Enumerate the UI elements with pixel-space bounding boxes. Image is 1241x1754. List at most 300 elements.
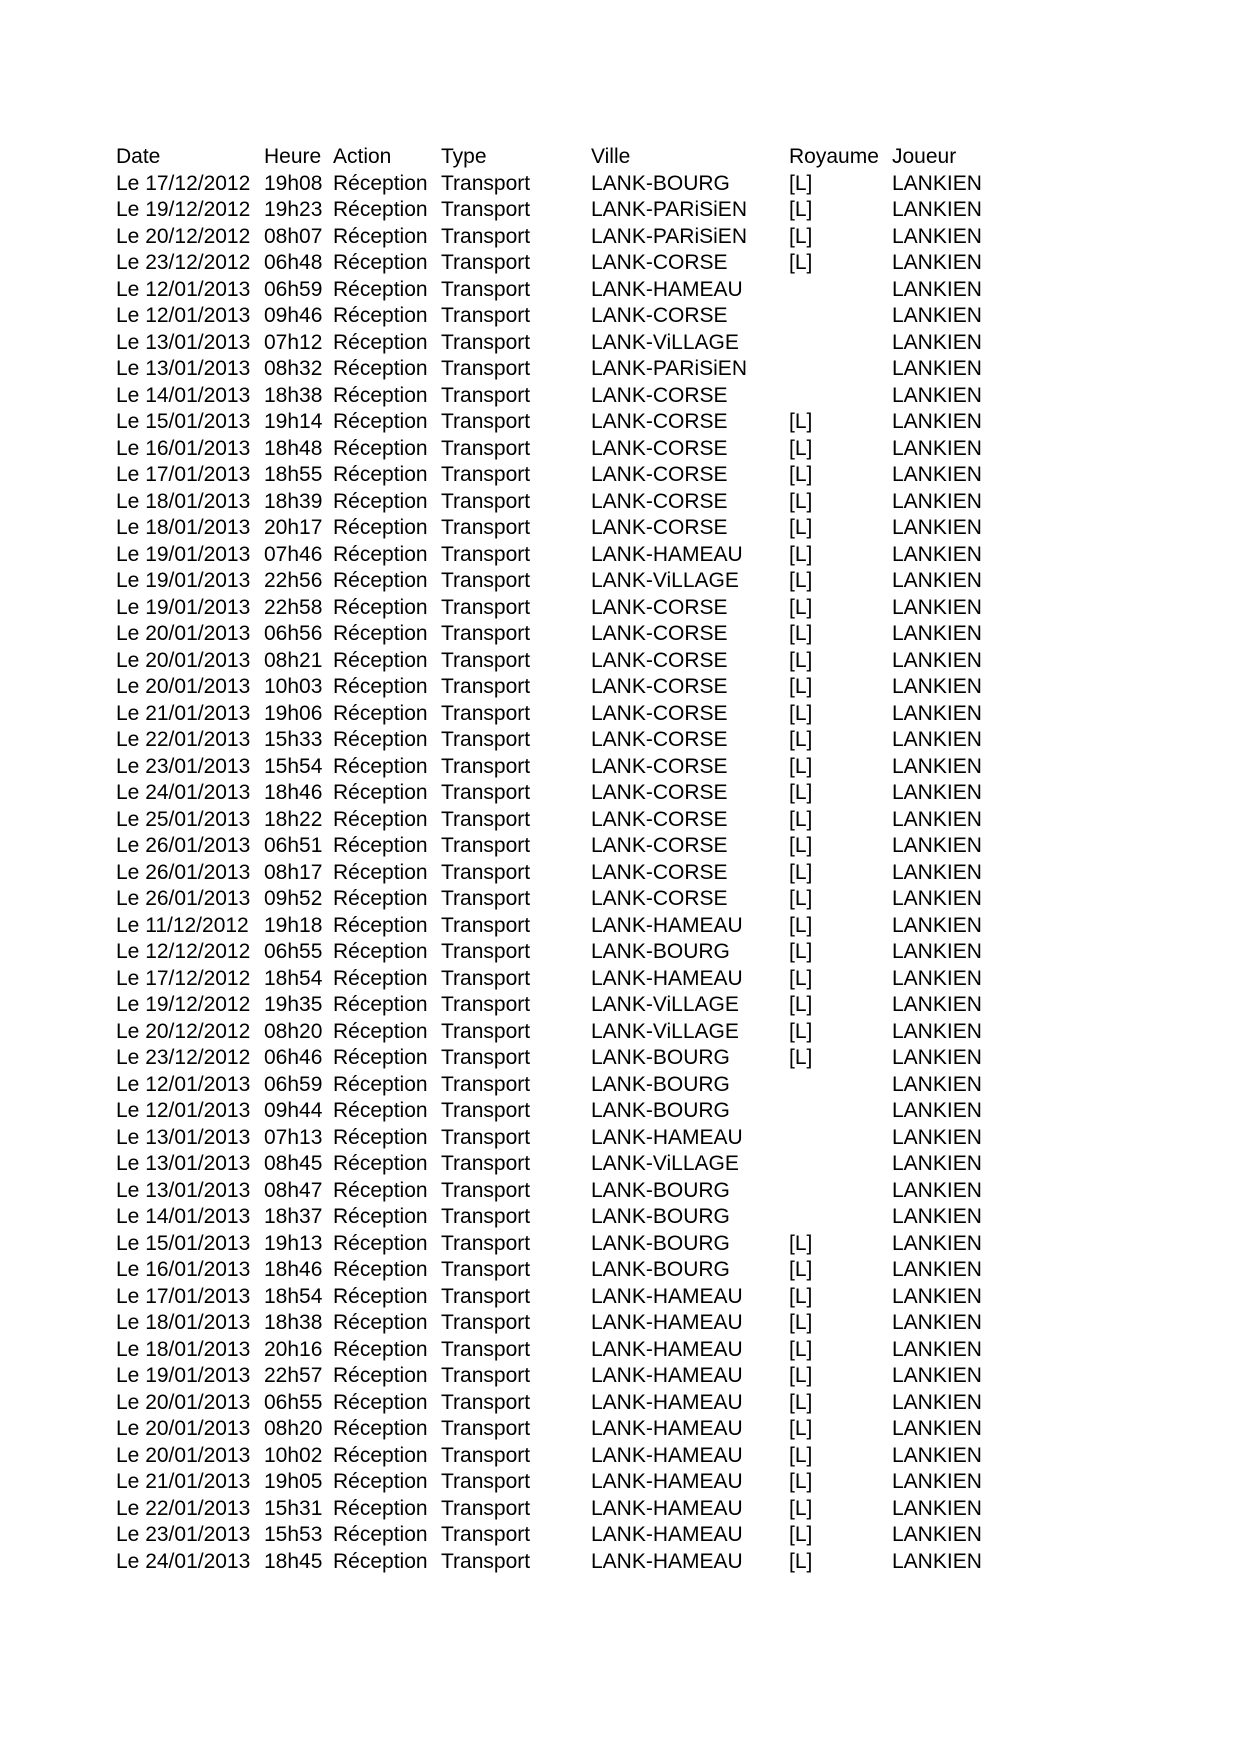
cell-heure: 15h53 bbox=[264, 1523, 323, 1546]
cell-date: Le 12/01/2013 bbox=[116, 277, 251, 301]
table-row bbox=[116, 409, 1002, 436]
cell-heure: 18h45 bbox=[264, 1549, 323, 1573]
cell-ville: LANK-ViLLAGE bbox=[591, 330, 739, 354]
cell-royaume: [L] bbox=[789, 728, 813, 751]
cell-action: Réception bbox=[333, 251, 428, 274]
table-row bbox=[116, 992, 1002, 1019]
cell-ville: LANK-CORSE bbox=[591, 807, 728, 831]
cell-joueur: LANKIEN bbox=[892, 277, 982, 301]
cell-heure: 08h07 bbox=[264, 224, 323, 248]
cell-action: Réception bbox=[333, 171, 428, 195]
cell-joueur: LANKIEN bbox=[892, 1152, 982, 1175]
cell-joueur: LANKIEN bbox=[892, 1284, 982, 1308]
cell-ville: LANK-BOURG bbox=[591, 1258, 730, 1281]
cell-date: Le 12/12/2012 bbox=[116, 940, 251, 963]
cell-action: Réception bbox=[333, 648, 428, 672]
cell-type: Transport bbox=[441, 198, 531, 221]
cell-type: Transport bbox=[441, 595, 531, 619]
cell-type: Transport bbox=[441, 516, 531, 539]
cell-date: Le 13/01/2013 bbox=[116, 1178, 251, 1202]
cell-royaume: [L] bbox=[789, 834, 813, 857]
cell-ville: LANK-BOURG bbox=[591, 940, 730, 963]
table-row bbox=[116, 833, 1002, 860]
cell-joueur: LANKIEN bbox=[892, 542, 982, 566]
cell-action: Réception bbox=[333, 1417, 428, 1440]
cell-date: Le 20/12/2012 bbox=[116, 224, 251, 248]
cell-royaume: [L] bbox=[789, 595, 813, 619]
header-date: Date bbox=[116, 145, 161, 168]
cell-type: Transport bbox=[441, 304, 531, 327]
cell-royaume bbox=[789, 1098, 892, 1125]
cell-date: Le 26/01/2013 bbox=[116, 860, 251, 884]
cell-joueur: LANKIEN bbox=[892, 993, 982, 1016]
cell-type: Transport bbox=[441, 622, 531, 645]
cell-date: Le 12/01/2013 bbox=[116, 1072, 251, 1096]
table-row bbox=[116, 1549, 1002, 1576]
cell-joueur: LANKIEN bbox=[892, 224, 982, 248]
cell-heure: 08h45 bbox=[264, 1152, 323, 1175]
table-row bbox=[116, 754, 1002, 781]
cell-action: Réception bbox=[333, 1443, 428, 1467]
cell-action: Réception bbox=[333, 1284, 428, 1308]
cell-ville: LANK-BOURG bbox=[591, 1099, 730, 1122]
table-row bbox=[116, 568, 1002, 595]
cell-joueur: LANKIEN bbox=[892, 1390, 982, 1414]
cell-heure: 06h59 bbox=[264, 277, 323, 301]
cell-royaume bbox=[789, 1125, 892, 1152]
cell-ville: LANK-CORSE bbox=[591, 516, 728, 539]
cell-heure: 06h55 bbox=[264, 1390, 323, 1414]
cell-type: Transport bbox=[441, 1549, 531, 1573]
cell-date: Le 17/12/2012 bbox=[116, 966, 251, 990]
cell-ville: LANK-CORSE bbox=[591, 622, 728, 645]
cell-joueur: LANKIEN bbox=[892, 357, 982, 380]
cell-heure: 18h38 bbox=[264, 383, 323, 407]
cell-date: Le 15/01/2013 bbox=[116, 1231, 251, 1255]
table-row bbox=[116, 330, 1002, 357]
cell-type: Transport bbox=[441, 1364, 531, 1387]
table-row bbox=[116, 1496, 1002, 1523]
cell-action: Réception bbox=[333, 304, 428, 327]
cell-type: Transport bbox=[441, 781, 531, 804]
cell-heure: 08h20 bbox=[264, 1019, 323, 1043]
cell-heure: 18h37 bbox=[264, 1205, 323, 1228]
cell-action: Réception bbox=[333, 569, 428, 592]
cell-heure: 18h46 bbox=[264, 781, 323, 804]
cell-ville: LANK-PARiSiEN bbox=[591, 224, 747, 248]
cell-joueur: LANKIEN bbox=[892, 807, 982, 831]
table-row bbox=[116, 1443, 1002, 1470]
cell-royaume: [L] bbox=[789, 913, 813, 937]
table-row bbox=[116, 1522, 1002, 1549]
cell-joueur: LANKIEN bbox=[892, 648, 982, 672]
cell-joueur: LANKIEN bbox=[892, 1443, 982, 1467]
cell-type: Transport bbox=[441, 913, 531, 937]
cell-ville: LANK-CORSE bbox=[591, 728, 728, 751]
header-heure: Heure bbox=[264, 145, 322, 168]
cell-joueur: LANKIEN bbox=[892, 330, 982, 354]
cell-action: Réception bbox=[333, 1072, 428, 1096]
cell-joueur: LANKIEN bbox=[892, 1337, 982, 1361]
cell-date: Le 22/01/2013 bbox=[116, 1496, 251, 1520]
cell-royaume: [L] bbox=[789, 860, 813, 884]
cell-royaume: [L] bbox=[789, 1231, 813, 1255]
cell-joueur: LANKIEN bbox=[892, 701, 982, 725]
cell-date: Le 19/12/2012 bbox=[116, 993, 251, 1016]
cell-joueur: LANKIEN bbox=[892, 383, 982, 407]
cell-action: Réception bbox=[333, 1125, 428, 1149]
cell-heure: 18h48 bbox=[264, 436, 323, 460]
cell-date: Le 23/01/2013 bbox=[116, 1523, 251, 1546]
cell-heure: 06h51 bbox=[264, 834, 323, 857]
cell-type: Transport bbox=[441, 1523, 531, 1546]
cell-date: Le 26/01/2013 bbox=[116, 834, 251, 857]
cell-date: Le 12/01/2013 bbox=[116, 1099, 251, 1122]
cell-joueur: LANKIEN bbox=[892, 516, 982, 539]
cell-ville: LANK-CORSE bbox=[591, 887, 728, 910]
cell-date: Le 13/01/2013 bbox=[116, 357, 251, 380]
cell-royaume: [L] bbox=[789, 1364, 813, 1387]
table-row bbox=[116, 1125, 1002, 1152]
cell-heure: 19h23 bbox=[264, 198, 323, 221]
cell-date: Le 20/01/2013 bbox=[116, 1390, 251, 1414]
cell-action: Réception bbox=[333, 701, 428, 725]
cell-type: Transport bbox=[441, 1337, 531, 1361]
cell-royaume: [L] bbox=[789, 1523, 813, 1546]
cell-date: Le 20/01/2013 bbox=[116, 1417, 251, 1440]
cell-ville: LANK-ViLLAGE bbox=[591, 993, 739, 1016]
cell-date: Le 20/01/2013 bbox=[116, 675, 251, 698]
cell-type: Transport bbox=[441, 1284, 531, 1308]
cell-royaume: [L] bbox=[789, 542, 813, 566]
table-row bbox=[116, 1337, 1002, 1364]
cell-action: Réception bbox=[333, 1231, 428, 1255]
cell-ville: LANK-CORSE bbox=[591, 489, 728, 513]
cell-date: Le 11/12/2012 bbox=[116, 913, 249, 937]
cell-type: Transport bbox=[441, 966, 531, 990]
cell-royaume: [L] bbox=[789, 1549, 813, 1573]
cell-joueur: LANKIEN bbox=[892, 595, 982, 619]
cell-ville: LANK-HAMEAU bbox=[591, 1364, 743, 1387]
cell-royaume: [L] bbox=[789, 1258, 813, 1281]
cell-royaume: [L] bbox=[789, 463, 813, 486]
cell-heure: 15h31 bbox=[264, 1496, 323, 1520]
cell-type: Transport bbox=[441, 1417, 531, 1440]
cell-royaume: [L] bbox=[789, 622, 813, 645]
table-row bbox=[116, 807, 1002, 834]
cell-heure: 18h38 bbox=[264, 1311, 323, 1334]
cell-action: Réception bbox=[333, 1205, 428, 1228]
cell-action: Réception bbox=[333, 781, 428, 804]
cell-heure: 20h17 bbox=[264, 516, 323, 539]
cell-date: Le 21/01/2013 bbox=[116, 1470, 251, 1493]
cell-date: Le 18/01/2013 bbox=[116, 489, 251, 513]
cell-heure: 06h46 bbox=[264, 1046, 323, 1069]
cell-date: Le 12/01/2013 bbox=[116, 304, 251, 327]
cell-ville: LANK-HAMEAU bbox=[591, 1523, 743, 1546]
cell-joueur: LANKIEN bbox=[892, 198, 982, 221]
table-row bbox=[116, 1284, 1002, 1311]
table-row bbox=[116, 1469, 1002, 1496]
cell-type: Transport bbox=[441, 357, 531, 380]
cell-date: Le 19/01/2013 bbox=[116, 595, 251, 619]
cell-royaume: [L] bbox=[789, 1417, 813, 1440]
cell-joueur: LANKIEN bbox=[892, 834, 982, 857]
cell-royaume: [L] bbox=[789, 410, 813, 433]
cell-heure: 06h48 bbox=[264, 251, 323, 274]
table-row bbox=[116, 1257, 1002, 1284]
cell-heure: 06h56 bbox=[264, 622, 323, 645]
header-joueur: Joueur bbox=[892, 145, 957, 168]
cell-type: Transport bbox=[441, 224, 531, 248]
cell-joueur: LANKIEN bbox=[892, 1311, 982, 1334]
table-row bbox=[116, 1019, 1002, 1046]
cell-action: Réception bbox=[333, 1337, 428, 1361]
cell-joueur: LANKIEN bbox=[892, 913, 982, 937]
cell-heure: 08h21 bbox=[264, 648, 323, 672]
cell-royaume bbox=[789, 356, 892, 383]
cell-action: Réception bbox=[333, 595, 428, 619]
cell-joueur: LANKIEN bbox=[892, 1364, 982, 1387]
cell-type: Transport bbox=[441, 1496, 531, 1520]
cell-ville: LANK-BOURG bbox=[591, 1178, 730, 1202]
cell-date: Le 18/01/2013 bbox=[116, 1311, 251, 1334]
table-row bbox=[116, 1363, 1002, 1390]
cell-ville: LANK-CORSE bbox=[591, 410, 728, 433]
cell-royaume: [L] bbox=[789, 701, 813, 725]
cell-ville: LANK-HAMEAU bbox=[591, 1125, 743, 1149]
cell-type: Transport bbox=[441, 1072, 531, 1096]
cell-royaume: [L] bbox=[789, 198, 813, 221]
cell-date: Le 23/12/2012 bbox=[116, 1046, 251, 1069]
cell-action: Réception bbox=[333, 966, 428, 990]
cell-action: Réception bbox=[333, 807, 428, 831]
table-body bbox=[116, 171, 1002, 1576]
cell-date: Le 13/01/2013 bbox=[116, 1125, 251, 1149]
cell-heure: 08h17 bbox=[264, 860, 323, 884]
cell-ville: LANK-CORSE bbox=[591, 675, 728, 698]
cell-ville: LANK-HAMEAU bbox=[591, 277, 743, 301]
cell-royaume: [L] bbox=[789, 807, 813, 831]
cell-date: Le 16/01/2013 bbox=[116, 436, 251, 460]
cell-action: Réception bbox=[333, 383, 428, 407]
cell-action: Réception bbox=[333, 1099, 428, 1122]
cell-type: Transport bbox=[441, 410, 531, 433]
cell-date: Le 13/01/2013 bbox=[116, 1152, 251, 1175]
table-row bbox=[116, 595, 1002, 622]
cell-ville: LANK-HAMEAU bbox=[591, 1284, 743, 1308]
table-row bbox=[116, 515, 1002, 542]
cell-type: Transport bbox=[441, 277, 531, 301]
cell-heure: 07h13 bbox=[264, 1125, 323, 1149]
cell-type: Transport bbox=[441, 171, 531, 195]
cell-joueur: LANKIEN bbox=[892, 1417, 982, 1440]
cell-action: Réception bbox=[333, 940, 428, 963]
table-row bbox=[116, 1098, 1002, 1125]
cell-royaume bbox=[789, 1204, 892, 1231]
cell-royaume bbox=[789, 330, 892, 357]
cell-action: Réception bbox=[333, 463, 428, 486]
cell-ville: LANK-CORSE bbox=[591, 701, 728, 725]
cell-ville: LANK-PARiSiEN bbox=[591, 357, 747, 380]
table-row bbox=[116, 1416, 1002, 1443]
cell-heure: 19h35 bbox=[264, 993, 323, 1016]
cell-action: Réception bbox=[333, 834, 428, 857]
cell-joueur: LANKIEN bbox=[892, 1258, 982, 1281]
table-row bbox=[116, 966, 1002, 993]
cell-type: Transport bbox=[441, 940, 531, 963]
table-row bbox=[116, 701, 1002, 728]
cell-heure: 19h14 bbox=[264, 410, 323, 433]
cell-type: Transport bbox=[441, 1046, 531, 1069]
cell-royaume: [L] bbox=[789, 171, 813, 195]
cell-joueur: LANKIEN bbox=[892, 410, 982, 433]
cell-action: Réception bbox=[333, 1152, 428, 1175]
cell-ville: LANK-ViLLAGE bbox=[591, 1019, 739, 1043]
cell-heure: 18h46 bbox=[264, 1258, 323, 1281]
cell-action: Réception bbox=[333, 728, 428, 751]
cell-heure: 18h22 bbox=[264, 807, 323, 831]
cell-joueur: LANKIEN bbox=[892, 1125, 982, 1149]
cell-joueur: LANKIEN bbox=[892, 1072, 982, 1096]
cell-type: Transport bbox=[441, 1152, 531, 1175]
cell-royaume: [L] bbox=[789, 489, 813, 513]
cell-date: Le 22/01/2013 bbox=[116, 728, 251, 751]
header-row bbox=[116, 144, 1002, 171]
cell-royaume: [L] bbox=[789, 251, 813, 274]
table-row bbox=[116, 383, 1002, 410]
cell-joueur: LANKIEN bbox=[892, 569, 982, 592]
cell-heure: 07h46 bbox=[264, 542, 323, 566]
cell-heure: 18h54 bbox=[264, 966, 323, 990]
cell-action: Réception bbox=[333, 436, 428, 460]
cell-joueur: LANKIEN bbox=[892, 489, 982, 513]
cell-ville: LANK-HAMEAU bbox=[591, 1417, 743, 1440]
table-row bbox=[116, 648, 1002, 675]
cell-action: Réception bbox=[333, 887, 428, 910]
cell-ville: LANK-CORSE bbox=[591, 648, 728, 672]
cell-heure: 22h58 bbox=[264, 595, 323, 619]
cell-joueur: LANKIEN bbox=[892, 304, 982, 327]
cell-royaume bbox=[789, 383, 892, 410]
cell-type: Transport bbox=[441, 463, 531, 486]
cell-ville: LANK-CORSE bbox=[591, 781, 728, 804]
spreadsheet-table bbox=[116, 144, 1002, 1575]
header-type: Type bbox=[441, 145, 487, 168]
cell-date: Le 17/12/2012 bbox=[116, 171, 251, 195]
cell-date: Le 25/01/2013 bbox=[116, 807, 251, 831]
cell-ville: LANK-CORSE bbox=[591, 595, 728, 619]
table-row bbox=[116, 197, 1002, 224]
cell-action: Réception bbox=[333, 1364, 428, 1387]
cell-type: Transport bbox=[441, 1099, 531, 1122]
cell-royaume bbox=[789, 277, 892, 304]
cell-type: Transport bbox=[441, 1231, 531, 1255]
cell-heure: 19h05 bbox=[264, 1470, 323, 1493]
cell-heure: 07h12 bbox=[264, 330, 323, 354]
cell-action: Réception bbox=[333, 1258, 428, 1281]
cell-type: Transport bbox=[441, 1205, 531, 1228]
cell-type: Transport bbox=[441, 754, 531, 778]
cell-joueur: LANKIEN bbox=[892, 728, 982, 751]
cell-heure: 08h32 bbox=[264, 357, 323, 380]
cell-royaume: [L] bbox=[789, 1019, 813, 1043]
cell-type: Transport bbox=[441, 436, 531, 460]
cell-royaume: [L] bbox=[789, 436, 813, 460]
table-row bbox=[116, 462, 1002, 489]
cell-joueur: LANKIEN bbox=[892, 436, 982, 460]
cell-type: Transport bbox=[441, 648, 531, 672]
cell-joueur: LANKIEN bbox=[892, 1549, 982, 1573]
cell-ville: LANK-HAMEAU bbox=[591, 1390, 743, 1414]
cell-type: Transport bbox=[441, 383, 531, 407]
cell-ville: LANK-HAMEAU bbox=[591, 1311, 743, 1334]
cell-date: Le 14/01/2013 bbox=[116, 383, 251, 407]
cell-royaume bbox=[789, 1178, 892, 1205]
cell-ville: LANK-HAMEAU bbox=[591, 542, 743, 566]
cell-royaume: [L] bbox=[789, 754, 813, 778]
cell-heure: 09h52 bbox=[264, 887, 323, 910]
cell-date: Le 20/01/2013 bbox=[116, 648, 251, 672]
cell-heure: 19h08 bbox=[264, 171, 323, 195]
cell-ville: LANK-CORSE bbox=[591, 754, 728, 778]
cell-ville: LANK-HAMEAU bbox=[591, 1443, 743, 1467]
cell-ville: LANK-PARiSiEN bbox=[591, 198, 747, 221]
cell-ville: LANK-BOURG bbox=[591, 1231, 730, 1255]
table-row bbox=[116, 356, 1002, 383]
cell-joueur: LANKIEN bbox=[892, 622, 982, 645]
cell-ville: LANK-CORSE bbox=[591, 304, 728, 327]
cell-type: Transport bbox=[441, 251, 531, 274]
table-row bbox=[116, 250, 1002, 277]
cell-type: Transport bbox=[441, 993, 531, 1016]
cell-royaume: [L] bbox=[789, 648, 813, 672]
cell-action: Réception bbox=[333, 913, 428, 937]
cell-ville: LANK-ViLLAGE bbox=[591, 569, 739, 592]
cell-royaume: [L] bbox=[789, 1443, 813, 1467]
table-row bbox=[116, 1045, 1002, 1072]
cell-date: Le 24/01/2013 bbox=[116, 781, 251, 804]
cell-type: Transport bbox=[441, 542, 531, 566]
cell-type: Transport bbox=[441, 1470, 531, 1493]
cell-action: Réception bbox=[333, 1470, 428, 1493]
table-row bbox=[116, 542, 1002, 569]
cell-action: Réception bbox=[333, 410, 428, 433]
cell-date: Le 21/01/2013 bbox=[116, 701, 251, 725]
cell-ville: LANK-BOURG bbox=[591, 171, 730, 195]
cell-ville: LANK-HAMEAU bbox=[591, 913, 743, 937]
table-row bbox=[116, 1178, 1002, 1205]
cell-date: Le 13/01/2013 bbox=[116, 330, 251, 354]
cell-ville: LANK-HAMEAU bbox=[591, 1470, 743, 1493]
cell-ville: LANK-CORSE bbox=[591, 436, 728, 460]
cell-heure: 19h13 bbox=[264, 1231, 323, 1255]
table-row bbox=[116, 886, 1002, 913]
table-row bbox=[116, 224, 1002, 251]
cell-ville: LANK-HAMEAU bbox=[591, 1549, 743, 1573]
cell-type: Transport bbox=[441, 860, 531, 884]
cell-joueur: LANKIEN bbox=[892, 860, 982, 884]
cell-royaume: [L] bbox=[789, 940, 813, 963]
cell-date: Le 19/01/2013 bbox=[116, 1364, 251, 1387]
cell-ville: LANK-CORSE bbox=[591, 383, 728, 407]
cell-royaume: [L] bbox=[789, 993, 813, 1016]
table-row bbox=[116, 171, 1002, 198]
cell-date: Le 19/01/2013 bbox=[116, 569, 251, 592]
cell-royaume: [L] bbox=[789, 1311, 813, 1334]
cell-joueur: LANKIEN bbox=[892, 463, 982, 486]
table-row bbox=[116, 913, 1002, 940]
